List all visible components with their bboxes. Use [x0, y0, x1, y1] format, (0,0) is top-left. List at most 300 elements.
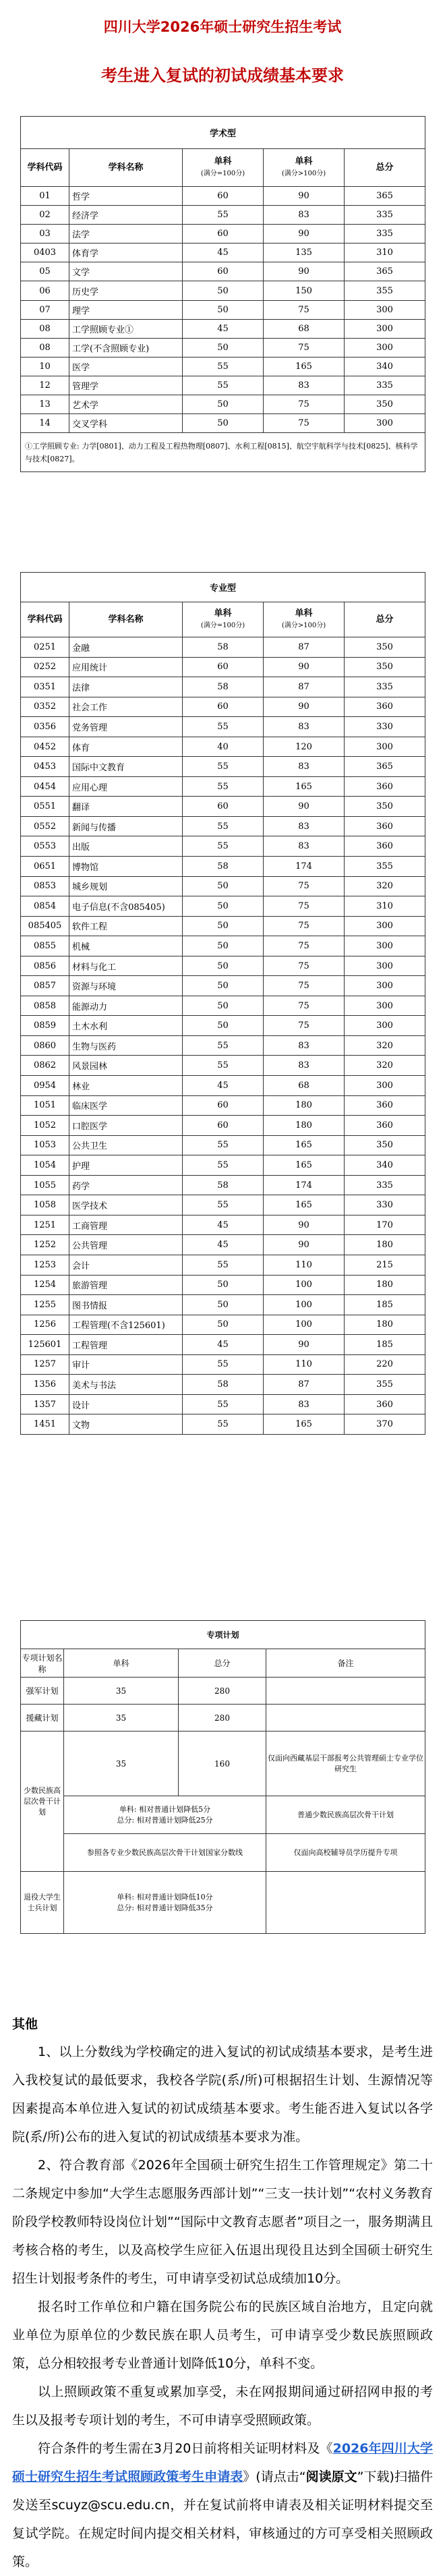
cell-total: 365	[345, 262, 425, 281]
cell-single1: 60	[183, 657, 264, 677]
col-code: 学科代码	[21, 149, 69, 187]
cell-name: 哲学	[69, 187, 183, 206]
cell-name: 工学照顾专业①	[69, 319, 183, 338]
table-row	[21, 916, 425, 936]
table-row	[21, 896, 425, 917]
cell-code: 0859	[21, 1016, 69, 1036]
cell-code: 0854	[21, 896, 69, 917]
col-single: 单科	[64, 1649, 179, 1678]
table-row	[21, 244, 425, 262]
table-row	[21, 319, 425, 338]
table-row	[21, 1035, 425, 1056]
table-row	[21, 206, 425, 225]
table-row	[21, 956, 425, 976]
cell-single1: 55	[183, 717, 264, 737]
table-row	[21, 996, 425, 1016]
cell-single1: 60	[183, 697, 264, 717]
cell-code: 08	[21, 338, 69, 357]
cell-single2: 75	[264, 876, 345, 896]
cell-total: 350	[345, 1135, 425, 1155]
plan-remark	[266, 1678, 425, 1705]
cell-code: 1255	[21, 1295, 69, 1315]
cell-single1: 58	[183, 1375, 264, 1395]
cell-code: 08	[21, 319, 69, 338]
cell-code: 1253	[21, 1255, 69, 1275]
cell-single2: 75	[264, 956, 345, 976]
table-row	[21, 1076, 425, 1096]
cell-total: 350	[345, 657, 425, 677]
cell-single1: 55	[183, 357, 264, 376]
cell-total: 300	[345, 737, 425, 757]
table-row	[21, 1255, 425, 1275]
cell-single2: 83	[264, 376, 345, 395]
cell-code: 1254	[21, 1275, 69, 1295]
cell-total: 180	[345, 1235, 425, 1255]
cell-single2: 180	[264, 1116, 345, 1136]
paragraph: 1、以上分数线为学校确定的进入复试的初试成绩基本要求，是考生进入我校复试的最低要求，我校各学院(系/所)可根据招生计划、生源情况等因素提高本单位进入复试的初试成绩基本要求。考生能否进入复试以各学院(系/所)公布的进入复试的初试成绩基本要求为准。	[12, 2044, 433, 2144]
cell-total: 335	[345, 677, 425, 697]
cell-total: 360	[345, 836, 425, 857]
cell-single2: 165	[264, 1155, 345, 1176]
table-row	[21, 376, 425, 395]
cell-single1: 55	[183, 1354, 264, 1375]
col-code: 学科代码	[21, 602, 69, 637]
cell-single2: 165	[264, 776, 345, 797]
cell-single2: 90	[264, 797, 345, 817]
cell-name: 新闻与传播	[69, 816, 183, 836]
table-row	[21, 797, 425, 817]
col-total: 总分	[345, 149, 425, 187]
cell-single1: 60	[183, 1116, 264, 1136]
cell-name: 工学(不含照顾专业)	[69, 338, 183, 357]
cell-total: 300	[345, 916, 425, 936]
cell-name: 公共管理	[69, 1235, 183, 1255]
cell-single2: 87	[264, 637, 345, 658]
table-row	[21, 1235, 425, 1255]
cell-name: 城乡规划	[69, 876, 183, 896]
table-row	[21, 857, 425, 877]
table-row	[21, 1678, 425, 1705]
cell-single2: 87	[264, 677, 345, 697]
table-row	[21, 976, 425, 996]
cell-name: 党务管理	[69, 717, 183, 737]
table-row	[21, 187, 425, 206]
cell-code: 01	[21, 187, 69, 206]
cell-single2: 75	[264, 300, 345, 319]
plan-remark: 仅面向西藏基层干部报考公共管理硕士专业学位研究生	[266, 1731, 425, 1796]
cell-single2: 90	[264, 187, 345, 206]
cell-single2: 110	[264, 1255, 345, 1275]
cell-single1: 55	[183, 1135, 264, 1155]
cell-name: 博物馆	[69, 857, 183, 877]
table-row	[21, 836, 425, 857]
cell-single2: 75	[264, 414, 345, 433]
cell-single1: 50	[183, 876, 264, 896]
cell-single1: 55	[183, 1155, 264, 1176]
table-row	[21, 1295, 425, 1315]
cell-single2: 174	[264, 1175, 345, 1195]
cell-name: 设计	[69, 1394, 183, 1414]
cell-single2: 83	[264, 1035, 345, 1056]
cell-single1: 58	[183, 1175, 264, 1195]
plan-remark: 仅面向高校辅导员学历提升专项	[266, 1834, 425, 1872]
table-header	[21, 602, 425, 637]
table-row	[21, 1705, 425, 1731]
cell-name: 医学技术	[69, 1195, 183, 1215]
cell-total: 320	[345, 1035, 425, 1056]
cell-single1: 45	[183, 1076, 264, 1096]
table-caption: 学术型	[21, 117, 425, 149]
cell-name: 艺术学	[69, 395, 183, 414]
plan-single: 35	[64, 1678, 179, 1705]
cell-single1: 60	[183, 262, 264, 281]
cell-single2: 83	[264, 206, 345, 225]
cell-single2: 180	[264, 1095, 345, 1116]
cell-code: 0251	[21, 637, 69, 658]
table-row	[21, 1155, 425, 1176]
col-name: 学科名称	[69, 602, 183, 637]
cell-total: 335	[345, 1175, 425, 1195]
cell-name: 应用统计	[69, 657, 183, 677]
special-plan-table	[20, 1620, 425, 1934]
cell-single2: 90	[264, 1235, 345, 1255]
application-form-link[interactable]: 2026年四川大学硕士研究生招生考试照顾政策考生申请表	[12, 2441, 433, 2484]
table-row	[21, 1335, 425, 1355]
cell-total: 220	[345, 1354, 425, 1375]
table-header	[21, 1649, 425, 1678]
cell-code: 0356	[21, 717, 69, 737]
cell-total: 180	[345, 1315, 425, 1335]
plan-single: 35	[64, 1705, 179, 1731]
cell-code: 14	[21, 414, 69, 433]
cell-name: 电子信息(不含085405)	[69, 896, 183, 917]
table-row	[21, 816, 425, 836]
cell-name: 理学	[69, 300, 183, 319]
cell-total: 215	[345, 1255, 425, 1275]
cell-total: 360	[345, 1394, 425, 1414]
cell-total: 300	[345, 300, 425, 319]
col-plan: 专项计划名称	[21, 1649, 64, 1678]
cell-single1: 50	[183, 1315, 264, 1335]
plan-name: 援藏计划	[21, 1705, 64, 1731]
cell-single1: 55	[183, 1394, 264, 1414]
table-row	[21, 338, 425, 357]
cell-name: 公共卫生	[69, 1135, 183, 1155]
cell-total: 360	[345, 697, 425, 717]
cell-total: 300	[345, 936, 425, 956]
cell-name: 工程管理	[69, 1335, 183, 1355]
cell-single1: 50	[183, 956, 264, 976]
professional-table	[20, 572, 425, 1435]
cell-code: 0452	[21, 737, 69, 757]
cell-total: 300	[345, 338, 425, 357]
table-row	[21, 657, 425, 677]
cell-single2: 100	[264, 1315, 345, 1335]
cell-total: 335	[345, 206, 425, 225]
col-single2: 单科 (满分>100分)	[264, 602, 345, 637]
cell-single1: 55	[183, 776, 264, 797]
cell-code: 1055	[21, 1175, 69, 1195]
cell-total: 300	[345, 976, 425, 996]
cell-name: 能源动力	[69, 996, 183, 1016]
plan-name: 强军计划	[21, 1678, 64, 1705]
cell-code: 0855	[21, 936, 69, 956]
table-row	[21, 697, 425, 717]
cell-name: 体育	[69, 737, 183, 757]
cell-name: 应用心理	[69, 776, 183, 797]
cell-single2: 75	[264, 936, 345, 956]
table-row	[21, 876, 425, 896]
table-row	[21, 1016, 425, 1036]
cell-code: 03	[21, 225, 69, 244]
cell-total: 340	[345, 1155, 425, 1176]
table-row	[21, 1315, 425, 1335]
cell-single2: 83	[264, 816, 345, 836]
cell-name: 管理学	[69, 376, 183, 395]
cell-single1: 50	[183, 281, 264, 300]
col-single1: 单科 (满分=100分)	[183, 149, 264, 187]
cell-name: 工程管理(不含125601)	[69, 1315, 183, 1335]
cell-name: 出版	[69, 836, 183, 857]
cell-single2: 83	[264, 757, 345, 777]
cell-total: 300	[345, 1076, 425, 1096]
cell-single2: 174	[264, 857, 345, 877]
cell-code: 0252	[21, 657, 69, 677]
cell-code: 0954	[21, 1076, 69, 1096]
cell-total: 360	[345, 1116, 425, 1136]
cell-total: 355	[345, 281, 425, 300]
cell-single1: 60	[183, 225, 264, 244]
cell-code: 1058	[21, 1195, 69, 1215]
cell-name: 会计	[69, 1255, 183, 1275]
cell-total: 185	[345, 1295, 425, 1315]
cell-code: 0552	[21, 816, 69, 836]
plan-total: 280	[179, 1705, 266, 1731]
cell-total: 365	[345, 757, 425, 777]
table-row	[21, 1175, 425, 1195]
cell-name: 文学	[69, 262, 183, 281]
cell-name: 体育学	[69, 244, 183, 262]
plan-single: 35	[64, 1731, 179, 1796]
cell-single2: 90	[264, 697, 345, 717]
cell-name: 护理	[69, 1155, 183, 1176]
cell-name: 医学	[69, 357, 183, 376]
cell-total: 335	[345, 225, 425, 244]
cell-code: 1052	[21, 1116, 69, 1136]
cell-name: 风景园林	[69, 1056, 183, 1076]
table-row	[21, 757, 425, 777]
cell-total: 350	[345, 395, 425, 414]
cell-single1: 55	[183, 816, 264, 836]
cell-single1: 45	[183, 1215, 264, 1235]
cell-single2: 165	[264, 1135, 345, 1155]
cell-single1: 50	[183, 896, 264, 917]
cell-total: 370	[345, 1414, 425, 1435]
table-row	[21, 1872, 425, 1934]
paragraph: 以上照顾政策不重复或累加享受，未在网报期间通过研招网申报的考生以及报考专项计划的考生，不可申请享受照顾政策。	[12, 2384, 433, 2428]
cell-total: 170	[345, 1215, 425, 1235]
cell-total: 300	[345, 1016, 425, 1036]
cell-code: 12	[21, 376, 69, 395]
cell-name: 工商管理	[69, 1215, 183, 1235]
cell-name: 翻译	[69, 797, 183, 817]
plan-remark	[266, 1872, 425, 1934]
cell-name: 软件工程	[69, 916, 183, 936]
cell-code: 06	[21, 281, 69, 300]
cell-single2: 83	[264, 1394, 345, 1414]
cell-single2: 165	[264, 1414, 345, 1435]
cell-single2: 87	[264, 1375, 345, 1395]
cell-name: 文物	[69, 1414, 183, 1435]
cell-name: 法学	[69, 225, 183, 244]
plan-total: 280	[179, 1678, 266, 1705]
col-total: 总分	[179, 1649, 266, 1678]
cell-single2: 83	[264, 717, 345, 737]
cell-single2: 75	[264, 896, 345, 917]
cell-name: 材料与化工	[69, 956, 183, 976]
cell-name: 林业	[69, 1076, 183, 1096]
cell-code: 125601	[21, 1335, 69, 1355]
cell-total: 320	[345, 1056, 425, 1076]
cell-code: 1257	[21, 1354, 69, 1375]
cell-total: 300	[345, 956, 425, 976]
cell-code: 1251	[21, 1215, 69, 1235]
cell-total: 185	[345, 1335, 425, 1355]
cell-single1: 45	[183, 1235, 264, 1255]
cell-single1: 55	[183, 1056, 264, 1076]
cell-code: 0853	[21, 876, 69, 896]
cell-single2: 90	[264, 262, 345, 281]
cell-name: 交叉学科	[69, 414, 183, 433]
cell-single2: 100	[264, 1295, 345, 1315]
cell-single1: 45	[183, 244, 264, 262]
cell-name: 金融	[69, 637, 183, 658]
cell-single1: 50	[183, 996, 264, 1016]
plan-detail: 参照各专业少数民族高层次骨干计划国家分数线	[64, 1834, 266, 1872]
cell-total: 365	[345, 187, 425, 206]
paragraph: 报名时工作单位和户籍在国务院公布的民族区域自治地方，且定向就业单位为原单位的少数民族在职人员考生，可申请享受少数民族照顾政策，总分相较报考专业普通计划降低10分，单科不变。	[12, 2299, 433, 2371]
cell-code: 1356	[21, 1375, 69, 1395]
cell-name: 口腔医学	[69, 1116, 183, 1136]
table-row	[21, 1056, 425, 1076]
cell-total: 300	[345, 414, 425, 433]
cell-single1: 60	[183, 187, 264, 206]
plan-detail: 单科: 相对普通计划降低10分 总分: 相对普通计划降低35分	[64, 1872, 266, 1934]
cell-name: 生物与医药	[69, 1035, 183, 1056]
cell-code: 0351	[21, 677, 69, 697]
cell-total: 350	[345, 637, 425, 658]
cell-single2: 100	[264, 1275, 345, 1295]
cell-single1: 60	[183, 797, 264, 817]
academic-table	[20, 116, 425, 472]
cell-single2: 165	[264, 1195, 345, 1215]
cell-single1: 50	[183, 1275, 264, 1295]
cell-name: 法律	[69, 677, 183, 697]
table-row	[21, 1414, 425, 1435]
cell-code: 1357	[21, 1394, 69, 1414]
cell-single1: 50	[183, 395, 264, 414]
col-remark: 备注	[266, 1649, 425, 1678]
cell-total: 310	[345, 244, 425, 262]
table-row	[21, 300, 425, 319]
table-row	[21, 262, 425, 281]
cell-total: 350	[345, 797, 425, 817]
cell-code: 1054	[21, 1155, 69, 1176]
other-section	[12, 2014, 433, 2576]
cell-single2: 75	[264, 976, 345, 996]
cell-code: 0862	[21, 1056, 69, 1076]
cell-code: 1053	[21, 1135, 69, 1155]
table-row	[21, 1215, 425, 1235]
cell-single2: 90	[264, 1215, 345, 1235]
cell-code: 085405	[21, 916, 69, 936]
table-row	[21, 1375, 425, 1395]
page-subtitle: 考生进入复试的初试成绩基本要求	[101, 66, 344, 85]
cell-name: 国际中文教育	[69, 757, 183, 777]
cell-total: 355	[345, 857, 425, 877]
cell-single2: 150	[264, 281, 345, 300]
cell-code: 0453	[21, 757, 69, 777]
cell-single2: 135	[264, 244, 345, 262]
cell-name: 历史学	[69, 281, 183, 300]
cell-name: 临床医学	[69, 1095, 183, 1116]
cell-total: 180	[345, 1275, 425, 1295]
table-row	[21, 1095, 425, 1116]
cell-single2: 90	[264, 657, 345, 677]
cell-code: 05	[21, 262, 69, 281]
table-row	[21, 1195, 425, 1215]
cell-single1: 50	[183, 414, 264, 433]
cell-name: 审计	[69, 1354, 183, 1375]
plan-name: 少数民族高层次骨干计划	[21, 1731, 64, 1872]
table-row	[21, 357, 425, 376]
table-row	[21, 1275, 425, 1295]
cell-single2: 75	[264, 338, 345, 357]
table-row	[21, 1834, 425, 1872]
cell-single1: 55	[183, 836, 264, 857]
cell-code: 07	[21, 300, 69, 319]
cell-name: 社会工作	[69, 697, 183, 717]
table-row	[21, 1116, 425, 1136]
cell-code: 0352	[21, 697, 69, 717]
table-row	[21, 1796, 425, 1834]
text: 》(请点击“	[243, 2469, 306, 2484]
cell-single1: 58	[183, 637, 264, 658]
table-row	[21, 776, 425, 797]
cell-total: 330	[345, 1195, 425, 1215]
cell-single2: 110	[264, 1354, 345, 1375]
cell-single1: 45	[183, 319, 264, 338]
cell-code: 0551	[21, 797, 69, 817]
cell-single2: 75	[264, 1016, 345, 1036]
table-row	[21, 414, 425, 433]
plan-detail: 单科: 相对普通计划降低5分 总分: 相对普通计划降低25分	[64, 1796, 266, 1834]
table-row	[21, 1135, 425, 1155]
cell-single1: 40	[183, 737, 264, 757]
table-row	[21, 1394, 425, 1414]
cell-single1: 50	[183, 1295, 264, 1315]
cell-name: 资源与环境	[69, 976, 183, 996]
col-total: 总分	[345, 602, 425, 637]
table-row	[21, 637, 425, 658]
cell-total: 360	[345, 1095, 425, 1116]
cell-single2: 68	[264, 1076, 345, 1096]
cell-single2: 165	[264, 357, 345, 376]
cell-single1: 60	[183, 1095, 264, 1116]
paragraph	[12, 2434, 433, 2576]
cell-single1: 58	[183, 857, 264, 877]
cell-code: 0856	[21, 956, 69, 976]
